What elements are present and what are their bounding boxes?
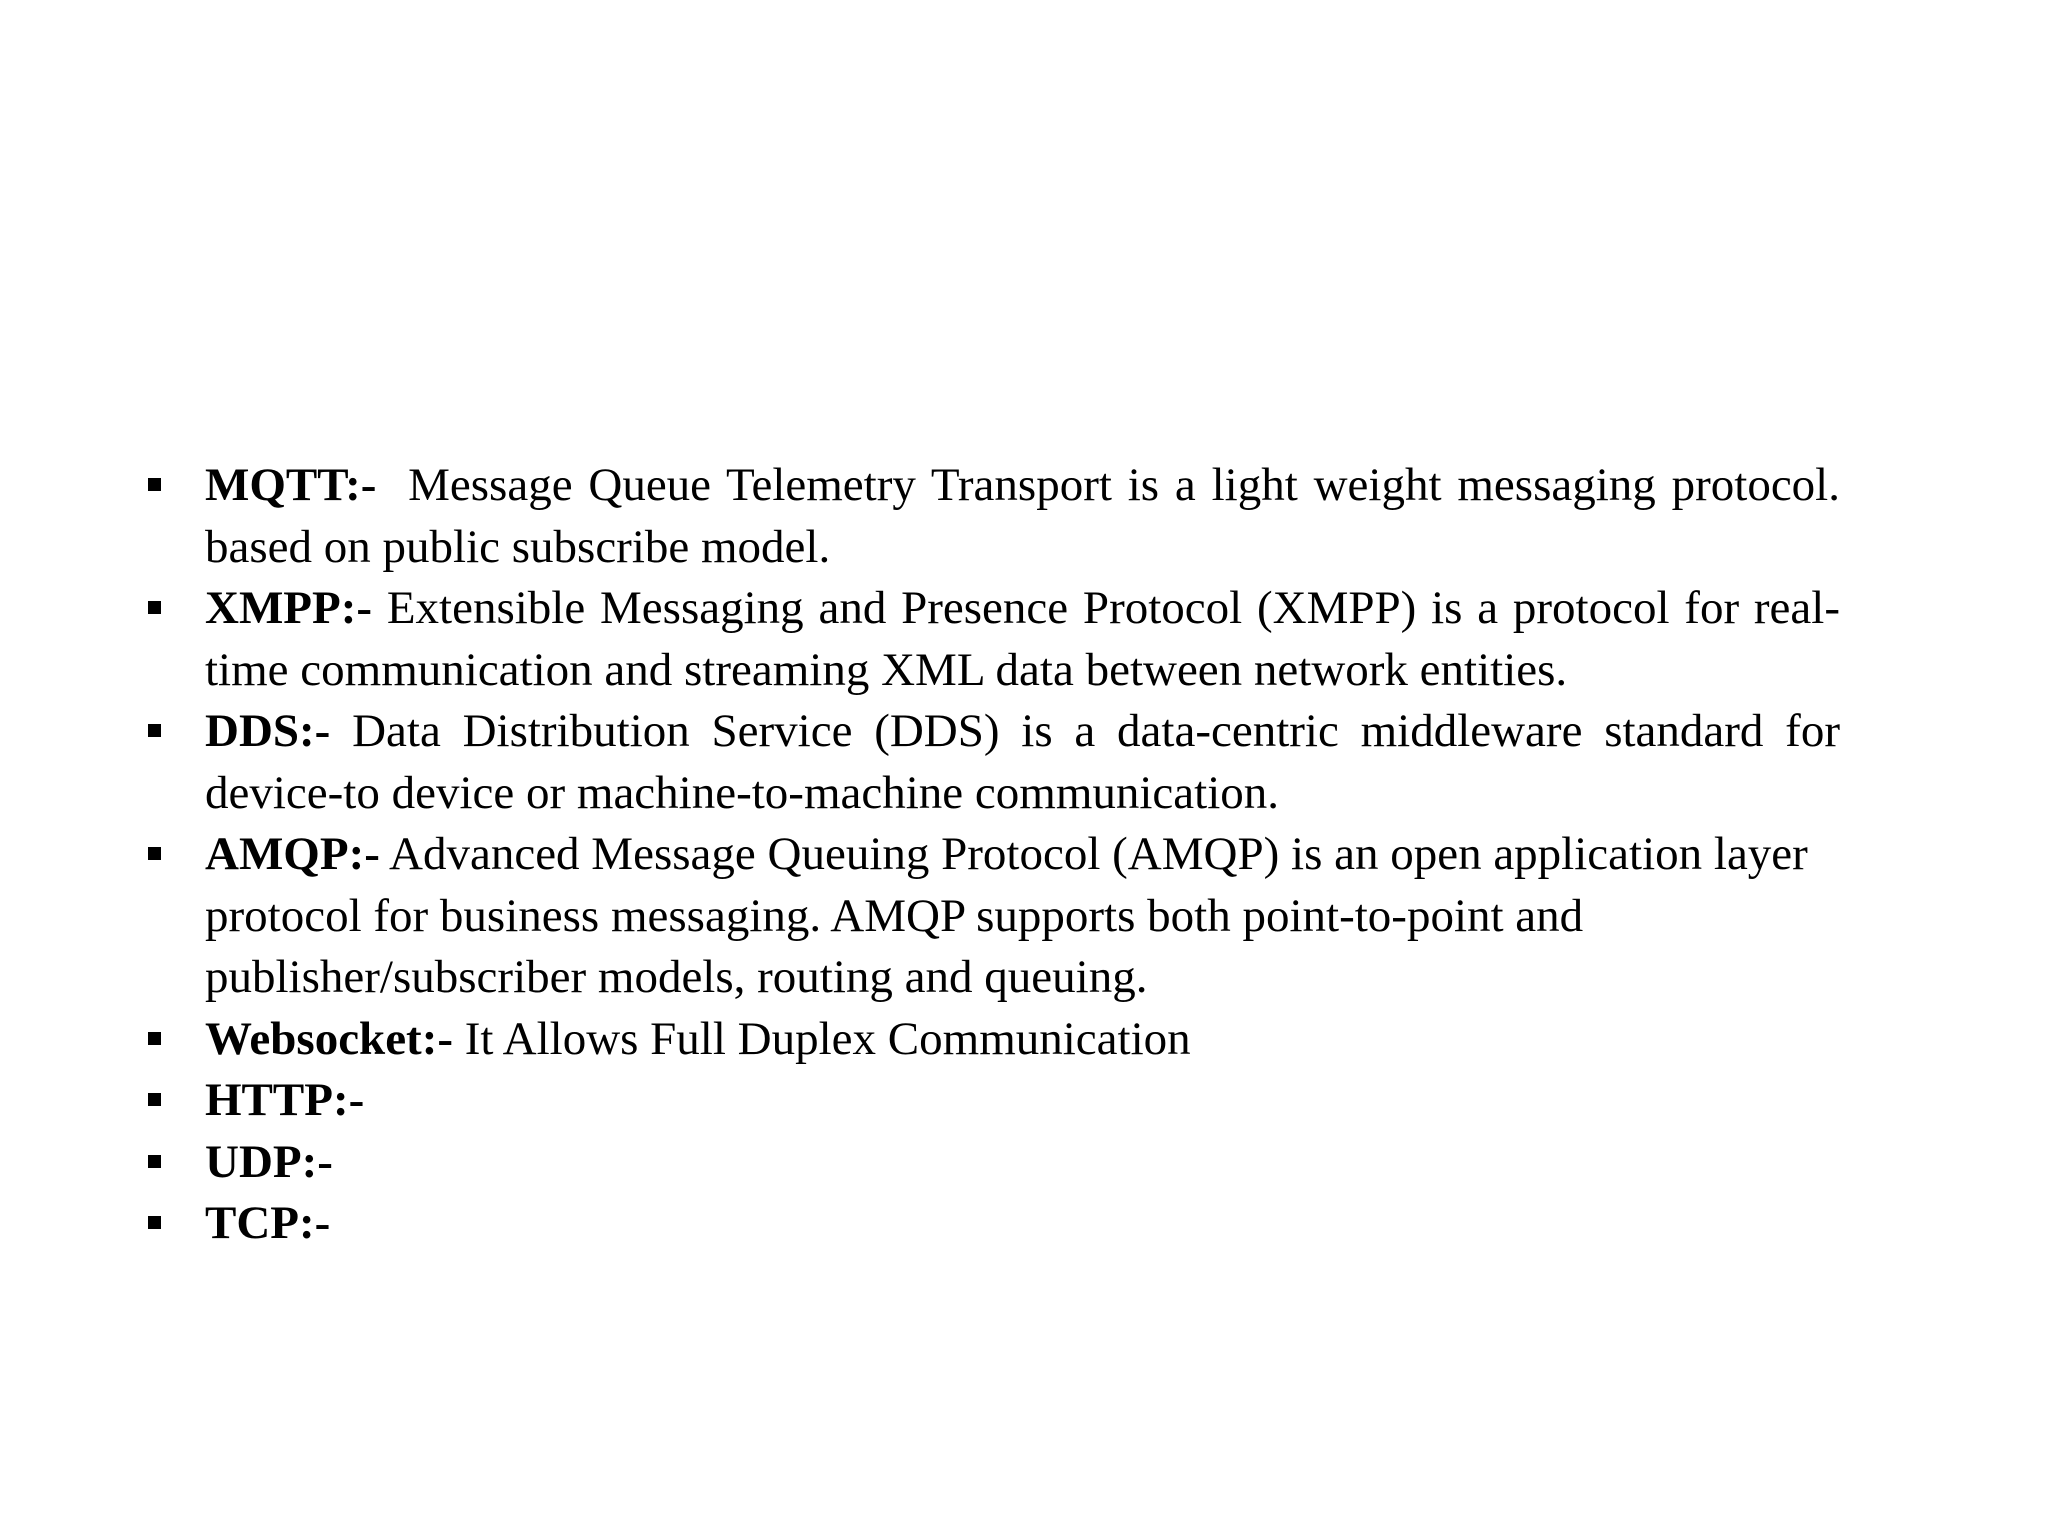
square-bullet-icon <box>148 1032 161 1045</box>
term-websocket: Websocket:- <box>205 1012 454 1065</box>
bullet-item-tcp <box>148 1193 1840 1255</box>
square-bullet-icon <box>148 1093 161 1106</box>
square-bullet-icon <box>148 1216 161 1229</box>
bullet-item-http <box>148 1070 1840 1132</box>
bullet-item-dds <box>148 701 1840 824</box>
description-dds: Data Distribution Service (DDS) is a data-centric middleware standard for device-to device or machine-to-machine communication. <box>205 705 1840 819</box>
term-mqtt: MQTT:- <box>205 459 377 511</box>
square-bullet-icon <box>148 724 161 737</box>
bullet-item-mqtt <box>148 455 1852 578</box>
description-mqtt: Message Queue Telemetry Transport is a light weight messaging protocol. based on public subscribe model. <box>205 459 1852 573</box>
term-amqp: AMQP:- <box>205 828 380 880</box>
square-bullet-icon <box>148 1155 161 1168</box>
term-tcp: TCP:- <box>205 1197 331 1249</box>
description-amqp: Advanced Message Queuing Protocol (AMQP) is an open application layer protocol for business messaging. AMQP supports both point-to-point and publisher/subscriber models, routing and queuing. <box>205 828 1808 1003</box>
description-websocket: It Allows Full Duplex Communication <box>453 1012 1191 1065</box>
term-udp: UDP:- <box>205 1135 333 1188</box>
bullet-item-websocket <box>148 1009 1840 1071</box>
term-xmpp: XMPP:- <box>205 582 373 634</box>
term-dds: DDS:- <box>205 705 331 757</box>
square-bullet-icon <box>148 847 161 860</box>
bullet-item-udp <box>148 1132 1840 1194</box>
protocol-bullet-list <box>148 455 1852 1255</box>
square-bullet-icon <box>148 478 161 491</box>
square-bullet-icon <box>148 601 161 614</box>
description-xmpp: Extensible Messaging and Presence Protocol (XMPP) is a protocol for real-time communication and streaming XML data between network entities. <box>205 582 1840 696</box>
bullet-item-xmpp <box>148 578 1840 701</box>
bullet-item-amqp <box>148 824 1840 1009</box>
term-http: HTTP:- <box>205 1074 365 1126</box>
